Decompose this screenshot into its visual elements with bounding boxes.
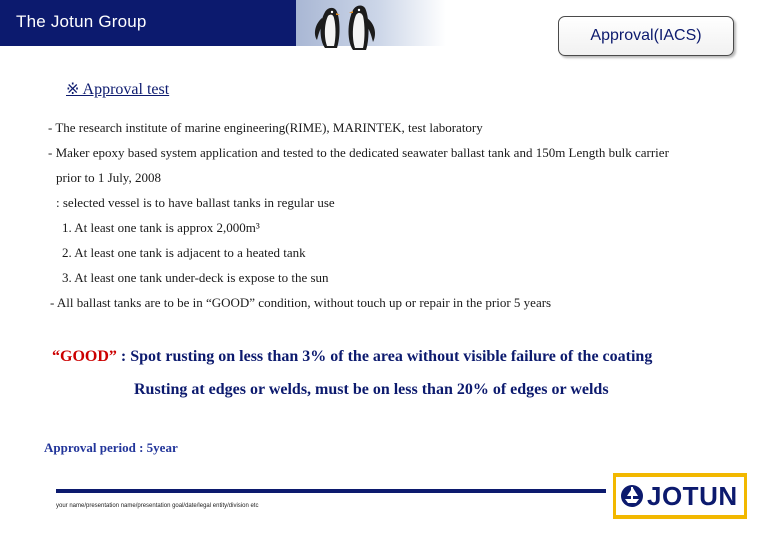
- approval-badge: Approval(IACS): [558, 16, 734, 56]
- good-definition: [52, 348, 652, 366]
- good-term: “GOOD”: [52, 348, 117, 365]
- body-line-selected: : selected vessel is to have ballast tanks in regular use: [56, 195, 335, 210]
- logo-text: JOTUN: [647, 480, 738, 511]
- body-line-maker: - Maker epoxy based system application and tested to the dedicated seawater ballast tank and 150m Length bulk carrier: [48, 145, 669, 160]
- logo-inner: [616, 477, 744, 515]
- ship-emblem-icon: [620, 481, 644, 511]
- penguins-image: [303, 0, 393, 52]
- jotun-logo: [610, 470, 750, 522]
- penguin-left: [315, 8, 340, 48]
- approval-period: Approval period : 5year: [44, 440, 178, 455]
- good-definition-text: : Spot rusting on less than 3% of the area without visible failure of the coating: [116, 348, 653, 365]
- list-item-heated-tank: 2. At least one tank is adjacent to a heated tank: [62, 245, 306, 260]
- header-bar: [0, 0, 296, 46]
- rust-definition: Rusting at edges or welds, must be on less than 20% of edges or welds: [134, 381, 609, 398]
- list-item-sun-exposure: 3. At least one tank under-deck is expose to the sun: [62, 270, 329, 285]
- header-title: The Jotun Group: [16, 12, 147, 31]
- body-line-prior: prior to 1 July, 2008: [56, 170, 161, 185]
- body-line-institute: - The research institute of marine engineering(RIME), MARINTEK, test laboratory: [48, 120, 483, 135]
- section-heading: ※ Approval test: [66, 81, 170, 98]
- penguin-right: [349, 6, 376, 50]
- body-line-good-condition: - All ballast tanks are to be in “GOOD” condition, without touch up or repair in the prior 5 years: [50, 295, 552, 310]
- list-item-tank-size: 1. At least one tank is approx 2,000m³: [62, 220, 260, 235]
- footer-divider: [56, 489, 606, 493]
- footer-text: your name/presentation name/presentation goal/date/legal entity/division etc: [56, 503, 259, 509]
